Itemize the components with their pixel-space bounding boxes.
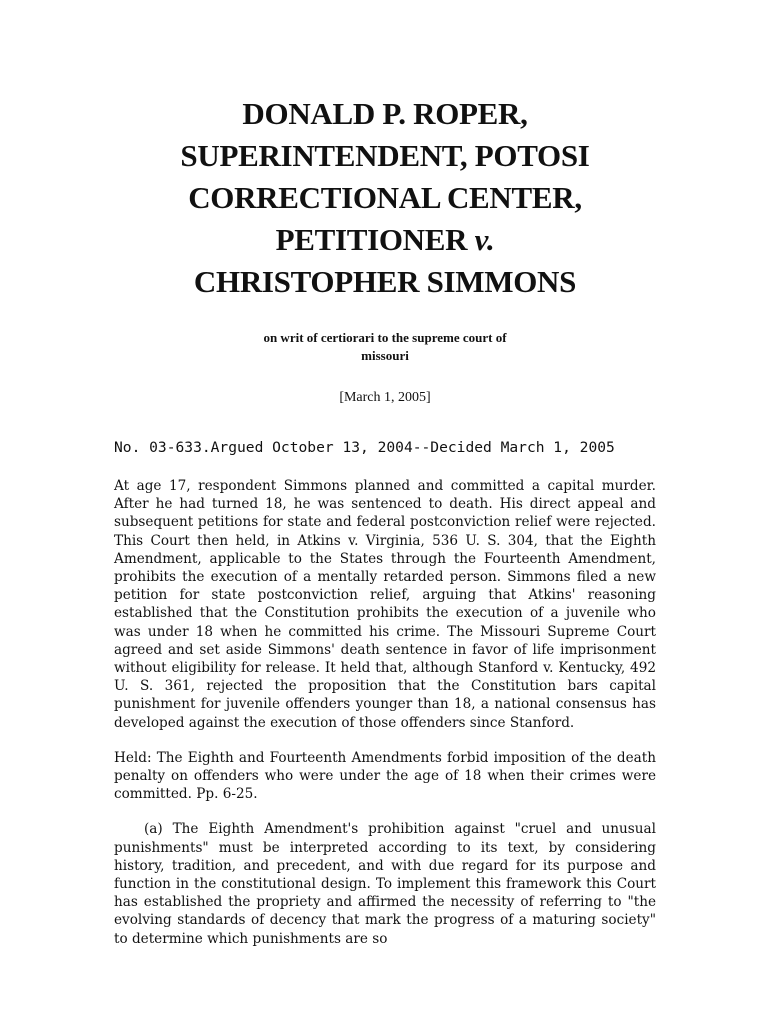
title-line-2: SUPERINTENDENT, POTOSI [180,138,590,173]
title-line-1: DONALD P. ROPER, [242,96,528,131]
title-line-4 [114,219,656,261]
decision-date: [March 1, 2005] [339,390,431,405]
subtitle-line-2: missouri [361,348,409,363]
docket-line: No. 03-633.Argued October 13, 2004--Decided March 1, 2005 [114,439,615,456]
title-line-5: CHRISTOPHER SIMMONS [193,264,577,299]
subtitle-line-1: on writ of certiorari to the supreme court of [263,330,507,345]
title-line-3: CORRECTIONAL CENTER, [188,180,582,215]
writ-subtitle [114,329,656,365]
title-petitioner: PETITIONER [275,222,475,257]
held-paragraph: Held: The Eighth and Fourteenth Amendments forbid imposition of the death penalty on offenders who were under the age of 18 when their crimes were committed. Pp. 6-25. [114,749,656,803]
syllabus-paragraph-a: (a) The Eighth Amendment's prohibition against "cruel and unusual punishments" must be interpreted according to its text, by considering history, tradition, and precedent, and with due regard for its purpose and function in the constitutional design. To implement this framework this Court has established the propriety and affirmed the necessity of referring to "the evolving standards of decency that mark the progress of a maturing society" to determine which punishments are so [114,821,656,947]
title-versus: v. [474,222,495,257]
case-title [114,93,656,303]
document-page [114,0,656,948]
syllabus-paragraph-1: At age 17, respondent Simmons planned and committed a capital murder. After he had turned 18, he was sentenced to death. His direct appeal and subsequent petitions for state and federal postconviction relief were rejected. This Court then held, in Atkins v. Virginia, 536 U. S. 304, that the Eighth Amendment, applicable to the States through the Fourteenth Amendment, prohibits the execution of a mentally retarded person. Simmons filed a new petition for state postconviction relief, arguing that Atkins' reasoning established that the Constitution prohibits the execution of a juvenile who was under 18 when he committed his crime. The Missouri Supreme Court agreed and set aside Simmons' death sentence in favor of life imprisonment without eligibility for release. It held that, although Stanford v. Kentucky, 492 U. S. 361, rejected the proposition that the Constitution bars capital punishment for juvenile offenders younger than 18, a national consensus has developed against the execution of those offenders since Stanford. [114,478,656,731]
